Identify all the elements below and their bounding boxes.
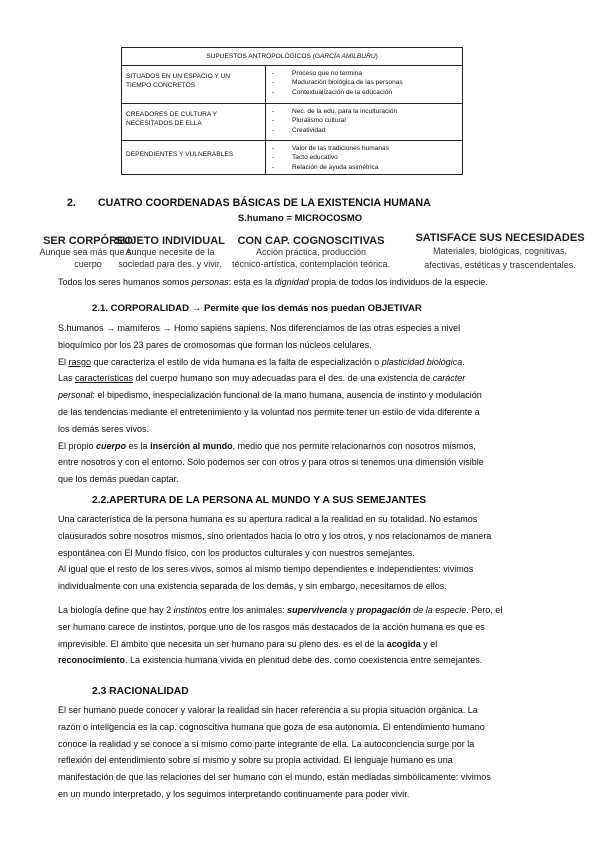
text-line: manifestación de que las relaciones del ser humano con el mundo, están mediadas simbólicamente: vivimos — [58, 772, 491, 783]
text-run: personas — [191, 277, 229, 287]
text-run: características — [75, 373, 134, 384]
row-label-line: NECESITADOS DE ELLA — [126, 120, 202, 127]
text-run: supervivencia — [287, 605, 348, 615]
list-item: - Relación de ayuda asimétrica — [270, 163, 460, 172]
text-run: personal — [58, 390, 93, 401]
column-heading: SUJETO INDIVIDUAL — [115, 235, 225, 247]
table-row-label — [122, 104, 266, 141]
text-run: Las — [58, 373, 76, 384]
column-text: cuerpo — [74, 258, 102, 269]
text-line — [58, 387, 484, 404]
section-subtitle: S.humano = MICROCOSMO — [237, 213, 363, 224]
text-line — [58, 636, 502, 653]
text-run: es la — [126, 440, 151, 451]
text-line: espontánea con El Mundo físico, con los productos culturales y con nuestros semejantes. — [58, 547, 415, 558]
text-line: los demás seres vivos. — [58, 423, 150, 434]
text-run: inserción al mundo — [150, 440, 233, 451]
text-line: clausurados sobre nosotros mismos, sino orientados hacia lo otro y los otros, y nos relacionamos de manera — [58, 530, 492, 541]
text-line: bioquímico por los 23 pares de cromosomas que forman los núcleos celulares. — [58, 339, 372, 350]
text-run: cuerpo — [96, 440, 127, 451]
text-run: reconocimiento — [58, 655, 126, 666]
list-item: - Proceso que no termina — [270, 69, 460, 78]
list-item: - Contextualización de la educación — [270, 88, 460, 97]
text-run: plasticidad biológica — [381, 356, 463, 367]
text-run: El propio — [58, 440, 97, 451]
table-title — [122, 48, 463, 66]
text-run: El — [58, 356, 69, 367]
text-line — [58, 354, 484, 371]
column-heading: SER CORPÓREO — [43, 235, 133, 247]
text-run: del cuerpo humano son muy adecuadas para el des. de una existencia de — [133, 373, 433, 384]
text-run: entre los animales: — [206, 605, 288, 615]
text-run: , medio que nos permite relacionarnos con nosotros mismos, — [232, 440, 476, 451]
text-line: conoce la realidad y se conoce a sí mismo como parte integrante de ella. La autoconciencia surge por la — [58, 738, 475, 749]
text-line — [58, 370, 484, 387]
text-line: reflexión del entendimiento sobre sí mismo y sobre su propia actividad. El lenguaje humano es una — [58, 755, 453, 766]
column-heading: SATISFACE SUS NECESIDADES — [415, 232, 585, 244]
anthropological-assumptions-table — [121, 47, 463, 175]
column-text: Aunque necesite de la — [125, 247, 215, 257]
table-row-label — [122, 141, 266, 175]
text-line — [58, 652, 502, 669]
column-heading: CON CAP. COGNOSCITIVAS — [237, 235, 385, 247]
text-run: : el bipedismo, inespecialización funcional de la mano humana, ausencia de instinto y modulación — [92, 390, 482, 401]
subsection-body — [58, 320, 484, 488]
text-line: de las tendencias mediante el entretenimiento y la voluntad nos permite tener un estilo de vida diferente a — [58, 406, 480, 417]
text-line — [58, 602, 502, 619]
list-item: - Maduración biológica de las personas — [270, 78, 460, 87]
text-run: Todos los seres humanos somos — [58, 277, 192, 287]
subsection-body — [58, 702, 491, 803]
list-item: - Creatividad — [270, 126, 460, 135]
text-run: La biología define que hay 2 — [58, 605, 174, 615]
intro-paragraph — [58, 274, 488, 291]
text-line: razón o inteligencia es la cap. cognoscitiva humana que goza de esa autonomía. El entendimiento humano — [58, 721, 485, 732]
coordinate-column — [410, 232, 590, 272]
text-line: que los demás puedan captar. — [58, 474, 179, 485]
text-run: . Pero, el — [466, 605, 503, 615]
section-number: 2. — [67, 197, 76, 209]
list-item: - Pluralismo cultural — [270, 116, 460, 125]
text-run: que caracteriza el estilo de vida humana es la falta de especialización o — [91, 356, 382, 367]
coordinate-column — [114, 235, 226, 270]
text-line: en un mundo interpretado, y los seguimos interpretando continuamente para poder vivir. — [58, 788, 410, 799]
list-item: - Nec. de la edu. para la inculturación — [270, 107, 460, 116]
text-line: S.humanos → mamíferos → Homo sapiens sapiens. Nos diferenciamos de las otras especies a nivel — [58, 323, 461, 333]
text-run: propia de todos los individuos de la especie. — [308, 277, 488, 287]
text-run: carácter — [432, 373, 466, 384]
text-line: Una característica de la persona humana es su apertura radical a la realidad en su totalidad. No estamos — [58, 514, 478, 524]
text-line: entre nosotros y con el entorno. Solo podemos ser con otros y para otros si tenemos una dimensión visible — [58, 457, 484, 468]
text-run: . La existencia humana vivida en plenitud debe des. como coexistencia entre semejantes. — [125, 655, 483, 666]
column-text: Acción práctica, producción — [255, 247, 367, 257]
row-label-line: TIEMPO CONCRETOS — [126, 82, 196, 89]
subsection-title: 2.2.APERTURA DE LA PERSONA AL MUNDO Y A SUS SEMEJANTES — [92, 495, 427, 506]
text-line: Al igual que el resto de los seres vivos, somos al mismo tiempo dependientes e independientes: vivimos — [58, 564, 474, 575]
table-title-author: GARCÍA AMILBURU — [314, 53, 376, 60]
text-run: instintos — [173, 605, 207, 615]
row-label-line: SITUADOS EN UN ESPACIO Y UN — [126, 73, 231, 80]
text-run: : esta es la — [228, 277, 275, 287]
column-text: afectivas, estéticas y trascendentales. — [424, 260, 576, 270]
text-run: rasgo — [68, 356, 92, 367]
text-run: propagación — [356, 605, 411, 615]
column-text: Aunque sea más que su — [39, 247, 137, 257]
table-row-items — [266, 141, 463, 175]
coordinate-column — [222, 235, 400, 270]
column-text: sociedad para des. y vivir. — [118, 258, 222, 269]
text-run: . — [462, 356, 465, 367]
table-title-prefix: SUPUESTOS ANTROPOLÓGICOS ( — [206, 53, 315, 60]
text-run: acogida — [386, 638, 421, 649]
text-run: y el — [420, 638, 438, 649]
text-line: ser humano carece de instintos, porque uno de los rasgos más destacados de la acción humana es que es — [58, 621, 485, 632]
subsection-body — [58, 602, 502, 669]
table-row-items — [266, 104, 463, 141]
table-row — [122, 141, 463, 175]
table-title-suffix: ) — [375, 53, 378, 60]
text-line: individualmente con una existencia separada de los demás, y sin embargo, necesitamos de ellos. — [58, 581, 447, 592]
text-run: y — [347, 605, 357, 615]
table-row — [122, 104, 463, 141]
column-text: técnico-artística, contemplación teórica. — [231, 258, 391, 269]
row-label-line: DEPENDIENTES Y VULNERABLES — [126, 151, 234, 158]
table-row — [122, 66, 463, 104]
text-line — [58, 438, 484, 455]
text-run: de la especie — [410, 605, 467, 615]
row-label-line: CREADORES DE CULTURA Y — [126, 111, 217, 118]
subsection-title: 2.3 RACIONALIDAD — [92, 686, 189, 697]
list-item: - Tacto educativo — [270, 153, 460, 162]
table-row-items — [266, 66, 463, 104]
column-text: Materiales, biológicas, cognitivas, — [432, 246, 568, 256]
section-title: CUATRO COORDENADAS BÁSICAS DE LA EXISTENCIA HUMANA — [98, 197, 431, 209]
list-item: - Valor de las tradiciones humanas — [270, 144, 460, 153]
text-line: El ser humano puede conocer y valorar la realidad sin hacer referencia a su propia situación orgánica. La — [58, 705, 478, 715]
table-row-label — [122, 66, 266, 104]
text-run: dignidad — [274, 277, 309, 287]
text-run: imprevisible. El ámbito que necesita un ser humano para su pleno des. es el de la — [58, 638, 387, 649]
subsection-body — [58, 511, 491, 595]
subsection-title: 2.1. CORPORALIDAD → Permite que los demás nos puedan OBJETIVAR — [92, 303, 422, 314]
